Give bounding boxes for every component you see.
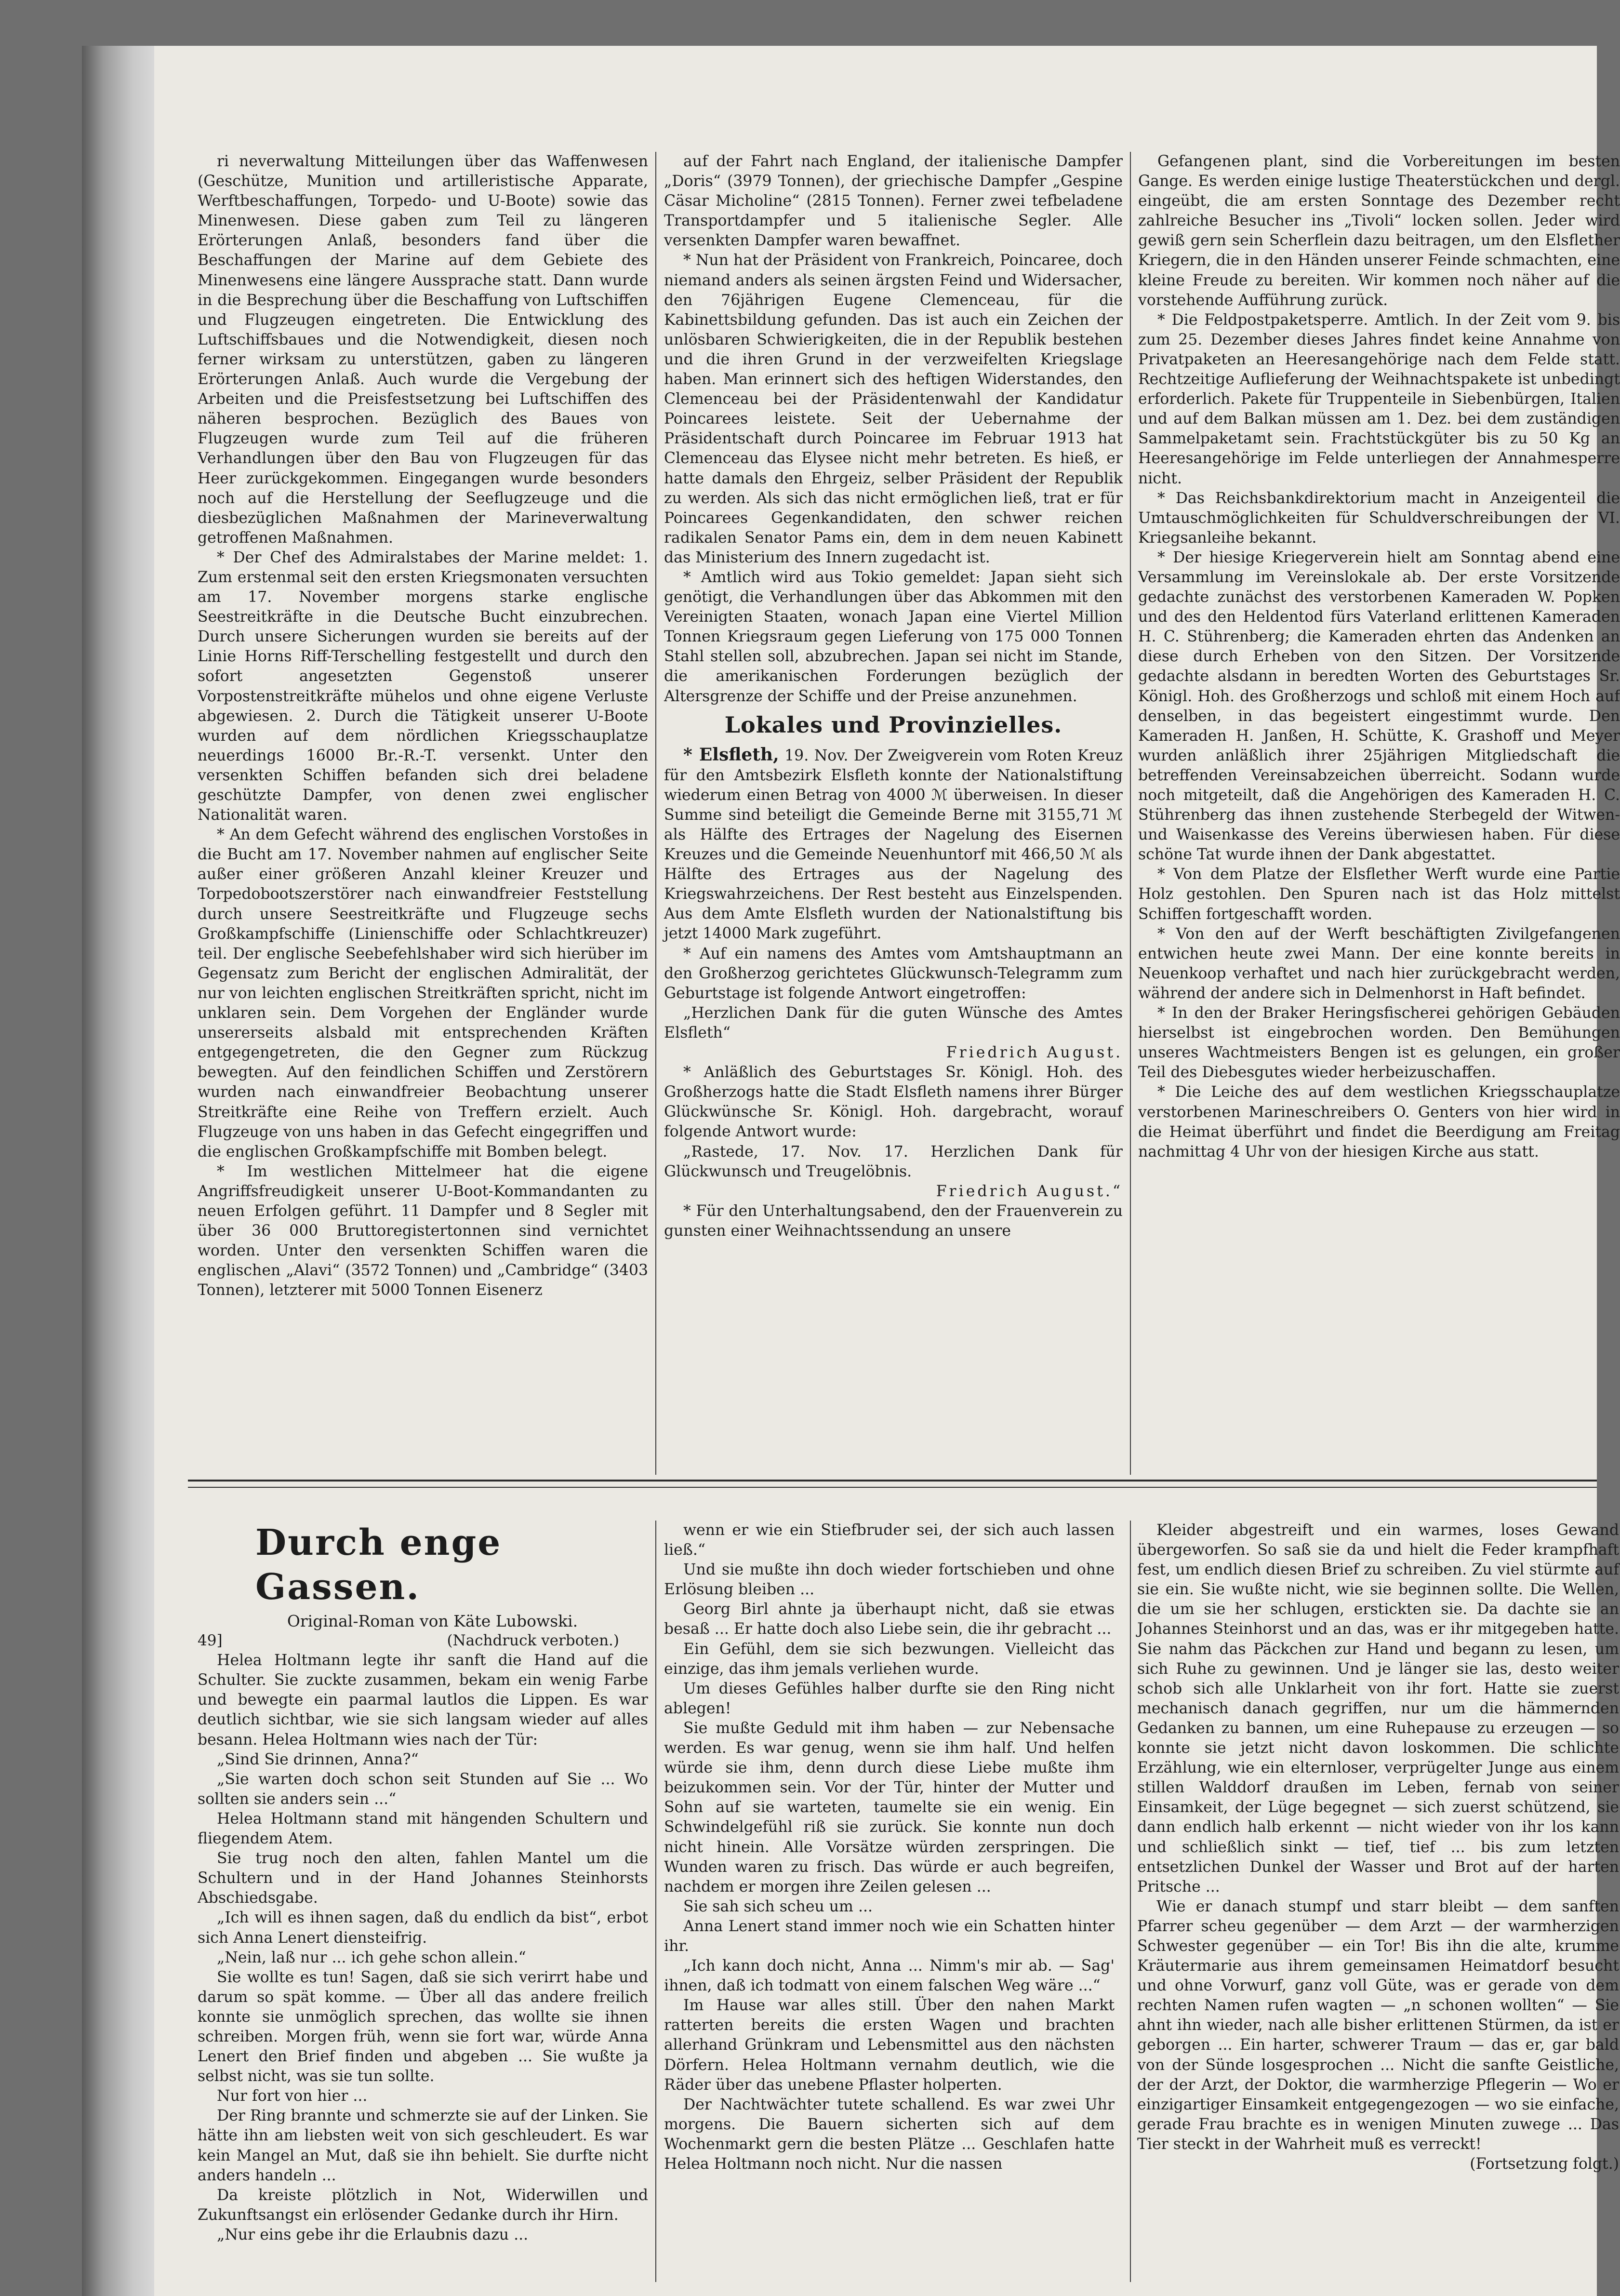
paragraph: * Die Leiche des auf dem westlichen Kriegsschauplatze verstorbenen Marineschreibers O. Genters von hier wird in die Heimat überführt und findet die Beerdigung am Freitag nachmittag 4 Uhr von der hiesigen Kirche aus statt. (1138, 1083, 1620, 1161)
paragraph: „Ich will es ihnen sagen, daß du endlich da bist“, erbot sich Anna Lenert diensteifrig. (198, 1909, 648, 1947)
dateline-place: * Elsfleth, (683, 744, 779, 765)
paragraph: auf der Fahrt nach England, der italienische Dampfer „Doris“ (3979 Tonnen), der griechische Dampfer „Gespine Cäsar Micholine“ (2815 Tonnen). Ferner zwei tefbeladene Transportdampfer und 5 italienische Segler. Alle versenkten Dampfer waren bewaffnet. (664, 153, 1123, 250)
news-column-1 (198, 152, 648, 1475)
paragraph: Gefangenen plant, sind die Vorbereitungen im besten Gange. Es werden einige lustige Theaterstückchen und dergl. eingeübt, die am ersten Sonntage des Dezember recht zahlreiche Besucher ins „Tivoli“ locken sollen. Jeder wird gewiß gern sein Scherflein dazu beitragen, um den Elsflether Kriegern, die in den Händen unserer Feinde schmachten, eine kleine Freude zu bereiten. Wir kommen noch näher auf die vorstehende Aufführung zurück. (1138, 153, 1620, 309)
novel-title: Durch enge Gassen. (255, 1522, 502, 1608)
paragraph: wenn er wie ein Stiefbruder sei, der sich auch lassen ließ.“ (664, 1522, 1115, 1559)
paragraph: Sie trug noch den alten, fahlen Mantel um die Schultern und in der Hand Johannes Steinhorsts Abschiedsgabe. (198, 1850, 648, 1907)
paragraph: „Nur eins gebe ihr die Erlaubnis dazu ... (217, 2226, 529, 2243)
paragraph: Georg Birl ahnte ja überhaupt nicht, daß sie etwas besaß ... Er hatte doch also Liebe sein, die ihr gebracht ... (664, 1601, 1115, 1638)
paragraph: „Nein, laß nur ... ich gehe schon allein.“ (217, 1949, 526, 1966)
novel-column-3 (1137, 1521, 1619, 2282)
feuilleton-section (154, 1521, 1619, 2282)
paragraph: Sie wollte es tun! Sagen, daß sie sich verirrt habe und darum so spät komme. — Über all das andere freilich konnte sie unmöglich sprechen, das wollte sie ihnen schreiben. Morgen früh, wenn sie fort war, würde Anna Lenert den Brief finden und abgeben ... Sie wußte ja selbst nicht, was sie tun sollte. (198, 1968, 648, 2085)
paragraph-text: Der Zweigverein vom Roten Kreuz für den Amtsbezirk Elsfleth konnte der Nationalstiftung wiederum einen Betrag von 4000 ℳ überweisen. In dieser Summe sind beteiligt die Gemeinde Berne mit 3155,71 ℳ als Hälfte des Ertrages der Nagelung des Eisernen Kreuzes und die Gemeinde Neuenhuntorf mit 466,50 ℳ als Hälfte des Ertrages aus der Nagelung des Kriegswahrzeichens. Der Rest besteht aus Einzelspenden. Aus dem Amte Elsfleth wurden der Nationalstiftung bis jetzt 14000 Mark zugeführt. (664, 747, 1123, 943)
paragraph: Um dieses Gefühles halber durfte sie den Ring nicht ablegen! (664, 1680, 1115, 1717)
signature: Friedrich August.“ (936, 1182, 1123, 1200)
paragraph: * Die Feldpostpaketsperre. Amtlich. In der Zeit vom 9. bis zum 25. Dezember dieses Jahres findet keine Annahme von Privatpaketen an Heeresangehörige nach dem Felde statt. Rechtzeitige Auflieferung der Weihnachtspakete ist unbedingt erforderlich. Pakete für Truppenteile in Siebenbürgen, Italien und auf dem Balkan müssen am 1. Dez. bei dem zuständigen Sammelpaketamt sein. Frachtstückgüter bis zu 50 Kg an Heeresangehörige im Felde unterliegen der Annahmesperre nicht. (1138, 311, 1620, 487)
paragraph: * In den der Braker Heringsfischerei gehörigen Gebäuden hierselbst ist eingebrochen worden. Den Bemühungen unseres Wachtmeisters Bengen ist es gelungen, ein großer Teil des Diebesgutes wieder herbeizuschaffen. (1138, 1004, 1620, 1081)
paragraph: * Das Reichsbankdirektorium macht in Anzeigenteil die Umtauschmöglichkeiten für Schuldverschreibungen der VI. Kriegsanleihe bekannt. (1138, 489, 1620, 547)
paragraph: Helea Holtmann stand mit hängenden Schultern und fliegendem Atem. (198, 1810, 648, 1848)
section-divider (188, 1487, 1597, 1488)
news-column-2 (664, 152, 1123, 1475)
paragraph: „Sie warten doch schon seit Stunden auf Sie ... Wo sollten sie anders sein ...“ (198, 1770, 648, 1808)
signature: Friedrich August. (946, 1044, 1123, 1062)
novel-column-2 (664, 1521, 1115, 2282)
paragraph: * Der Chef des Admiralstabes der Marine meldet: 1. Zum erstenmal seit den ersten Kriegsmonaten versuchten am 17. November morgens starke englische Seestreitkräfte in die Deutsche Bucht einzubrechen. Durch unsere Sicherungen wurden sie bereits auf der Linie Horns Riff-Terschelling festgestellt und durch den sofort angesetzten Gegenstoß unserer Vorpostenstreitkräfte mühelos und ohne eigene Verluste abgewiesen. 2. Durch die Tätigkeit unserer U-Boote wurden auf dem nördlichen Kriegsschauplatze neuerdings 16000 Br.-R.-T. versenkt. Unter den versenkten Schiffen befanden sich drei beladene geschützte Dampfer, von denen zwei englischer Nationalität waren. (198, 548, 648, 824)
section-heading: Lokales und Provinzielles. (724, 711, 1062, 738)
paragraph: * Der hiesige Kriegerverein hielt am Sonntag abend eine Versammlung im Vereinslokale ab. Der erste Vorsitzende gedachte zunächst des verstorbenen Kameraden W. Popken und des den Heldentod fürs Vaterland erlittenen Kameraden H. C. Stührenberg; die Kameraden ehrten das Andenken an diese durch Erheben von den Sitzen. Der Vorsitzende gedachte alsdann in beredten Worten des Geburtstages Sr. Königl. Hoh. des Großherzogs und schloß mit einem Hoch auf denselben, in das begeistert eingestimmt wurde. Den Kameraden H. Janßen, H. Schütte, K. Grashoff und Meyer wurden anläßlich ihrer 25jährigen Mitgliedschaft die betreffenden Vereinsabzeichen überreicht. Sodann wurde noch mitgeteilt, daß die Angehörigen des Kameraden H. C. Stührenberg das ihnen zustehende Sterbegeld der Witwen- und Waisenkasse des Vereins überwiesen haben. Für diese schöne Tat wurde ihnen der Dank abgestattet. (1138, 548, 1620, 864)
paragraph: Nur fort von hier ... (217, 2087, 368, 2105)
paragraph: Sie mußte Geduld mit ihm haben — zur Nebensache werden. Es war genug, wenn sie ihm half. Und helfen würde sie ihm, denn durch diese Liebe mußte ihm beizukommen sein. Vor der Tür, hinter der Mutter und Sohn auf sie warteten, taumelte sie ein wenig. Ein Schwindelgefühl riß sie zurück. Sie konnte nun doch nicht hinein. Alle Vorsätze würden zerspringen. Die Wunden waren zu frisch. Das würde er auch begreifen, nachdem er morgen ihre Zeilen gelesen ... (664, 1719, 1115, 1896)
column-divider (655, 152, 656, 1475)
section-divider (188, 1480, 1597, 1482)
paragraph: * Nun hat der Präsident von Frankreich, Poincaree, doch niemand anders als seinen ärgsten Feind und Widersacher, den 76jährigen Eugene Clemenceau, für die Kabinettsbildung gefunden. Das ist auch ein Zeichen der unlösbaren Schwierigkeiten, die in der Republik bestehen und die ihren Grund in der verzweifelten Kriegslage haben. Man erinnert sich des heftigen Widerstandes, den Clemenceau bei der Präsidentenwahl der Kandidatur Poincarees leistete. Seit der Uebernahme der Präsidentschaft durch Poincaree im Februar 1913 hat Clemenceau das Elysee nicht mehr betreten. Es hieß, er hatte damals den Ehrgeiz, selber Präsident der Republik zu werden. Als sich das nicht ermöglichen ließ, trat er für Poincarees Gegenkandidaten, den schwer reichen radikalen Senator Pams ein, dem in dem neuen Kabinett das Ministerium des Innern zugedacht ist. (664, 252, 1123, 566)
continuation-notice: (Fortsetzung folgt.) (1470, 2155, 1619, 2173)
reprint-notice: (Nachdruck verboten.) (447, 1632, 619, 1650)
paragraph: * Im westlichen Mittelmeer hat die eigene Angriffsfreudigkeit unserer U-Boot-Kommandanten zu neuen Erfolgen geführt. 11 Dampfer und 8 Segler mit über 36 000 Bruttoregistertonnen sind vernichtet worden. Unter den versenkten Schiffen waren die englischen „Alavi“ (3572 Tonnen) und „Cambridge“ (3403 Tonnen), letzterer mit 5000 Tonnen Eisenerz (198, 1162, 648, 1299)
local-news-paragraph (664, 745, 1123, 944)
paragraph: * Auf ein namens des Amtes vom Amtshauptmann an den Großherzog gerichtetes Glückwunsch-Telegramm zum Geburtstage ist folgende Antwort eingetroffen: (664, 945, 1123, 1002)
book-spine (82, 46, 154, 2296)
novel-author-line: Original-Roman von Käte Lubowski. (287, 1612, 578, 1630)
paragraph: Sie sah sich scheu um ... (683, 1897, 873, 1915)
column-divider (1130, 1521, 1131, 2282)
column-divider (1130, 152, 1131, 1475)
newspaper-page (154, 46, 1620, 2296)
quoted-telegram: „Rastede, 17. Nov. 17. Herzlichen Dank für Glückwunsch und Treugelöbnis. (664, 1143, 1123, 1180)
paragraph: Und sie mußte ihn doch wieder fortschieben und ohne Erlösung bleiben ... (664, 1561, 1115, 1599)
novel-installment-line (198, 1631, 648, 1651)
quoted-telegram: „Herzlichen Dank für die guten Wünsche des Amtes Elsfleth“ (664, 1004, 1123, 1041)
paragraph: „Ich kann doch nicht, Anna ... Nimm's mir ab. — Sag' ihnen, daß ich todmatt von einem falschen Weg wäre ...“ (664, 1957, 1115, 1995)
news-column-3 (1138, 152, 1620, 1475)
paragraph: * An dem Gefecht während des englischen Vorstoßes in die Bucht am 17. November nahmen auf englischer Seite außer einer größeren Anzahl kleiner Kreuzer und Torpedobootszerstörer nach einwandfreier Feststellung durch unsere Seestreitkräfte und Flugzeuge sechs Großkampfschiffe (Linienschiffe oder Schlachtkreuzer) teil. Der englische Seebefehlshaber wird sich hierüber im Gegensatz zum Bericht der englischen Admiralität, der nur von leichten englischen Streitkräften spricht, nicht im unklaren sein. Dem Vorgehen der Engländer wurde unsererseits alsbald mit entsprechenden Kräften entgegengetreten, die den Gegner zum Rückzug bewegten. Auf den feindlichen Schiffen und Zerstörern wurden nach einwandfreier Beobachtung unserer Streitkräfte eine Reihe von Treffern erzielt. Auch Flugzeuge von uns haben in das Gefecht eingegriffen und die englischen Großkampfschiffe mit Bomben belegt. (198, 826, 648, 1161)
paragraph: Der Nachtwächter tutete schallend. Es war zwei Uhr morgens. Die Bauern sicherten sich auf dem Wochenmarkt gern die besten Plätze ... Geschlafen hatte Helea Holtmann noch nicht. Nur die nassen (664, 2096, 1115, 2173)
paragraph: Anna Lenert stand immer noch wie ein Schatten hinter ihr. (664, 1917, 1115, 1955)
paragraph: * Anläßlich des Geburtstages Sr. Königl. Hoh. des Großherzogs hatte die Stadt Elsfleth namens ihrer Bürger Glückwünsche Sr. Königl. Hoh. dargebracht, worauf folgende Antwort wurde: (664, 1064, 1123, 1141)
paragraph: * Von den auf der Werft beschäftigten Zivilgefangenen entwichen heute zwei Mann. Der eine konnte bereits in Neuenkoop verhaftet und nach hier zurückgebracht werden, während der andere sich in Delmenhorst in Haft befindet. (1138, 925, 1620, 1002)
dateline-date: 19. Nov. (784, 747, 849, 764)
paragraph: * Amtlich wird aus Tokio gemeldet: Japan sieht sich genötigt, die Verhandlungen über das Abkommen mit den Vereinigten Staaten, wonach Japan eine Viertel Million Tonnen Kriegsraum gegen Lieferung von 175 000 Tonnen Stahl stellen soll, abzubrechen. Japan sei nicht im Stande, die amerikanischen Forderungen bezüglich der Altersgrenze der Schiffe und der Preise anzunehmen. (664, 568, 1123, 705)
paragraph: Im Hause war alles still. Über den nahen Markt ratterten bereits die ersten Wagen und brachten allerhand Grünkram und Lebensmittel aus den nächsten Dörfern. Helea Holtmann vernahm deutlich, wie die Räder über das unebene Pflaster holperten. (664, 1997, 1115, 2094)
paragraph: * Von dem Platze der Elsflether Werft wurde eine Partie Holz gestohlen. Den Spuren nach ist das Holz mittelst Schiffen fortgeschafft worden. (1138, 866, 1620, 923)
paragraph: Da kreiste plötzlich in Not, Widerwillen und Zukunftsangst ein erlösender Gedanke durch ihr Hirn. (198, 2186, 648, 2224)
news-section (154, 152, 1620, 1475)
paragraph: Helea Holtmann legte ihr sanft die Hand auf die Schulter. Sie zuckte zusammen, bekam ein wenig Farbe und bewegte ein paarmal lautlos die Lippen. Es war deutlich sichtbar, wie sie sich langsam wieder auf alles besann. Helea Holtmann wies nach der Tür: (198, 1652, 648, 1749)
paragraph: * Für den Unterhaltungsabend, den der Frauenverein zu gunsten einer Weihnachtssendung an unsere (664, 1202, 1123, 1240)
installment-number: 49] (198, 1632, 223, 1650)
paragraph: „Sind Sie drinnen, Anna?“ (217, 1750, 419, 1768)
novel-column-1 (198, 1521, 648, 2282)
paragraph: Kleider abgestreift und ein warmes, loses Gewand übergeworfen. So saß sie da und hielt die Feder krampfhaft fest, um endlich diesen Brief zu schreiben. Zu viel stürmte auf sie ein. Sie wußte nicht, wie sie beginnen sollte. Die Wellen, die um sie her schlugen, erstickten sie. Da dachte sie an Johannes Steinhorst und an das, was er ihr mitgegeben hatte. Sie nahm das Päckchen zur Hand und begann zu lesen, um sich Ruhe zu gewinnen. Und je länger sie las, desto weiter schob sich alle Unklarheit von ihr fort. Hatte sie zuerst mechanisch danach gegriffen, nur um die hämmernden Gedanken zu bannen, um eine Ruhepause zu erzeugen — so konnte sie jetzt nicht davon loskommen. Die schlichte Erzählung, wie ein elternloser, verprügelter Junge aus einem stillen Walddorf draußen im Leben, fernab von seiner Einsamkeit, der Lüge begegnet — sich zuerst schützend, sie dann endlich halb erkennt — nicht wieder von ihr los kann und schließlich sinkt — tief, tief ... bis zum letzten entsetzlichen Dunkel der Wasser und Brot auf der harten Pritsche ... (1137, 1522, 1619, 1896)
paragraph: Der Ring brannte und schmerzte sie auf der Linken. Sie hätte ihn am liebsten weit von sich geschleudert. Es war kein Mangel an Mut, daß sie ihn behielt. Sie durfte nicht anders handeln ... (198, 2107, 648, 2184)
paragraph: ri neverwaltung Mitteilungen über das Waffenwesen (Geschütze, Munition und artilleristische Apparate, Werftbeschaffungen, Torpedo- und U-Boote) sowie das Minenwesen. Diese gaben zum Teil zu längeren Erörterungen Anlaß, besonders fand über die Beschaffungen der Marine auf dem Gebiete des Minenwesens eine längere Aussprache statt. Dann wurde in die Besprechung über die Beschaffung von Luftschiffen und Flugzeugen eingetreten. Die Entwicklung des Luftschiffsbaues und die Notwendigkeit, diesen noch ferner wirksam zu unterstützen, gaben zu längeren Erörterungen Anlaß. Auch wurde die Vergebung der Arbeiten und die Preisfestsetzung bei Luftschiffen des näheren besprochen. Bezüglich des Baues von Flugzeugen wurde zum Teil auf die früheren Verhandlungen über den Bau von Flugzeugen für das Heer zurückgekommen. Eingegangen wurde besonders noch auf die Herstellung der Seeflugzeuge und die diesbezüglichen Maßnahmen der Marineverwaltung getroffenen Maßnahmen. (198, 153, 648, 547)
paragraph: Wie er danach stumpf und starr bleibt — dem sanften Pfarrer scheu gegenüber — dem Arzt — der warmherzigen Schwester gegenüber — ein Tor! Bis ihn die alte, krumme Kräutermarie aus ihrem gemeinsamen Heimatdorf besucht und ohne Vorwurf, ganz voll Güte, was er gerade von dem rechten Namen rufen wagten — „n schonen wollten“ — Sie ahnt ihn wieder, nach alle bisher erlittenen Stürmen, da ist er geborgen ... Ein harter, schwerer Traum — das er, gar bald von der Sünde losgesprochen ... Nicht die sanfte Geistliche, der der Arzt, der Doktor, die warmherzige Pflegerin — Wo er einzigartiger Einsamkeit entgegengezogen — wo sie einfache, gerade Frau brachte es in wenigen Minuten zuwege ... Das Tier steckt in der Wahrheit muß es verreckt! (1137, 1897, 1619, 2153)
column-divider (655, 1521, 656, 2282)
paragraph: Ein Gefühl, dem sie sich bezwungen. Vielleicht das einzige, das ihm jemals verliehen wurde. (664, 1640, 1115, 1678)
